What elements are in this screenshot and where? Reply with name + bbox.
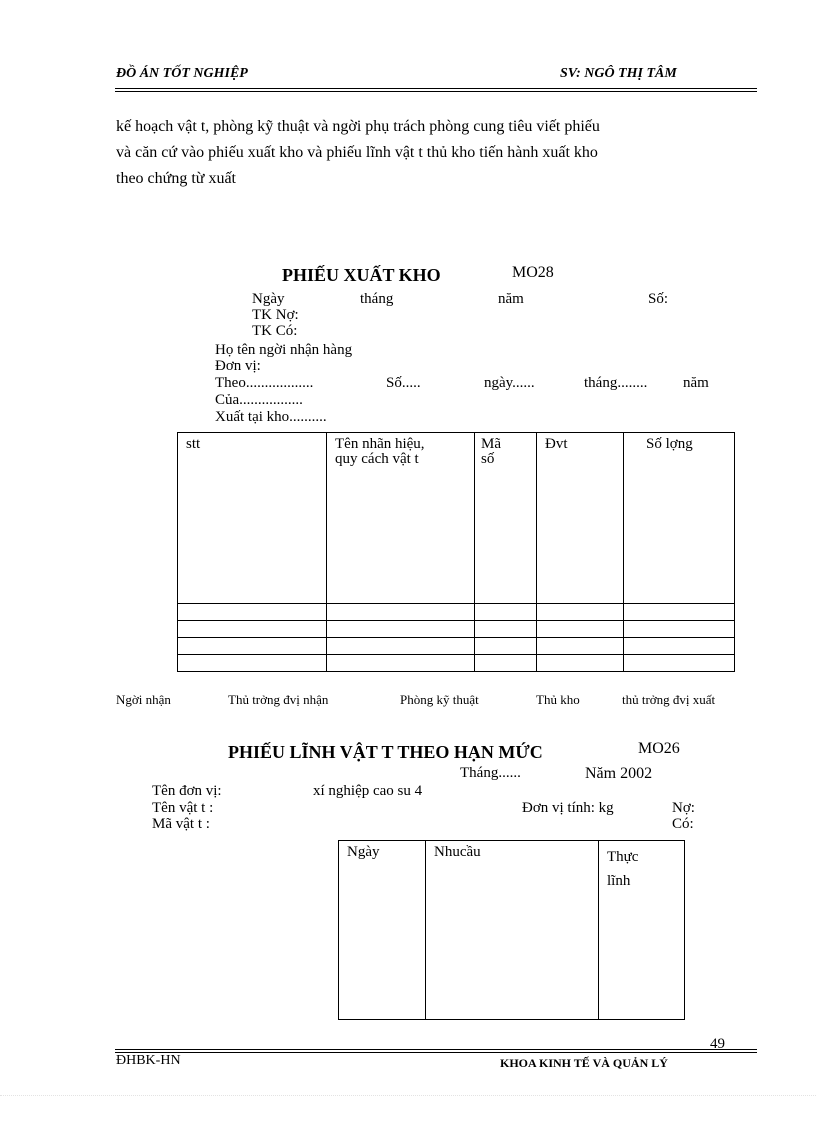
form2-ten-vat-tu: Tên vật t :: [152, 800, 214, 816]
table-header-row: [339, 841, 685, 1020]
form2-no: Nợ:: [672, 800, 695, 816]
header-right: SV: NGÔ THỊ TÂM: [560, 66, 677, 81]
form1-table: [177, 432, 735, 672]
form1-nam: năm: [498, 291, 524, 307]
form1-thang-dots: tháng........: [584, 375, 648, 391]
form1-ho-ten: Họ tên ngời nhận hàng: [215, 342, 353, 358]
form2-code: MO26: [638, 740, 680, 757]
table-header-row: [178, 433, 735, 604]
form1-ngay-dots: ngày......: [484, 375, 535, 391]
form2-ma-vat-tu: Mã vật t :: [152, 816, 210, 832]
col-dvt: Đvt: [537, 433, 624, 604]
paragraph-line: theo chứng từ xuất: [116, 170, 236, 187]
form2-ten-don-vi-value: xí nghiệp cao su 4: [313, 783, 423, 799]
table-row: [178, 638, 735, 655]
page-bottom-divider: [0, 1095, 816, 1096]
form2-table: [338, 840, 685, 1020]
form2-title: PHIẾU LĨNH VẬT T THEO HẠN MỨC: [228, 742, 543, 762]
signature-nguoi-nhan: Ngời nhận: [116, 692, 171, 707]
footer-right: KHOA KINH TẾ VÀ QUẢN LÝ: [500, 1056, 668, 1070]
col-nhu-cau: Nhucầu: [426, 841, 599, 1020]
form1-nam2: năm: [683, 375, 709, 391]
header-rule: [115, 88, 757, 89]
col-ma-line-2: số: [481, 451, 495, 467]
col-thuc-linh-line-1: Thực: [607, 849, 639, 865]
col-ma-line-1: Mã: [481, 436, 501, 452]
table-row: [178, 621, 735, 638]
form2-nam: Năm 2002: [585, 765, 653, 782]
col-stt: stt: [178, 433, 327, 604]
body-paragraph: [116, 114, 728, 192]
signature-thu-kho: Thủ kho: [536, 692, 580, 707]
form1-tk-no: TK Nợ:: [252, 307, 299, 323]
form2-co: Có:: [672, 816, 694, 832]
form1-tk-co: TK Có:: [252, 323, 298, 339]
form2-ten-don-vi-label: Tên đơn vị:: [152, 783, 222, 799]
form1-title: PHIẾU XUẤT KHO: [282, 265, 441, 285]
col-thuc-linh-line-2: lĩnh: [607, 873, 631, 889]
page-number: 49: [710, 1036, 725, 1052]
col-ten-line-1: Tên nhãn hiệu,: [335, 436, 425, 452]
form1-code: MO28: [512, 264, 554, 281]
table-row: [178, 604, 735, 621]
signature-phong-ky-thuat: Phòng kỹ thuật: [400, 692, 479, 707]
footer-left: ĐHBK-HN: [116, 1053, 181, 1068]
form1-cua: Của.................: [215, 392, 303, 408]
footer-rule-double: [115, 1052, 757, 1053]
form1-so-dots: Số.....: [386, 375, 421, 391]
col-thuc-linh: [599, 841, 685, 1020]
paragraph-line: kế hoạch vật t, phòng kỹ thuật và ngời phụ trách phòng cung tiêu viết phiếu: [116, 118, 600, 135]
form1-don-vi: Đơn vị:: [215, 358, 261, 374]
table-row: [178, 655, 735, 672]
col-ten-nhan-hieu: [327, 433, 475, 604]
signature-thu-truong-xuat: thủ trởng đvị xuất: [622, 692, 716, 707]
form1-thang: tháng: [360, 291, 394, 307]
col-ten-line-2: quy cách vật t: [335, 451, 419, 467]
signature-thu-truong-nhan: Thủ trởng đvị nhận: [228, 692, 329, 707]
paragraph-line: và căn cứ vào phiếu xuất kho và phiếu lĩnh vật t thủ kho tiến hành xuất kho: [116, 144, 598, 161]
header-rule-double: [115, 91, 757, 92]
col-ngay: Ngày: [339, 841, 426, 1020]
col-so-luong: Số lợng: [624, 433, 735, 604]
form1-theo: Theo..................: [215, 375, 314, 391]
form1-ngay: Ngày: [252, 291, 285, 307]
header-left: ĐỒ ÁN TỐT NGHIỆP: [116, 66, 248, 81]
form2-thang: Tháng......: [460, 765, 521, 781]
form2-don-vi-tinh: Đơn vị tính: kg: [522, 800, 614, 816]
footer-rule: [115, 1049, 757, 1050]
col-ma-so: [475, 433, 537, 604]
form1-xuat-tai-kho: Xuất tại kho..........: [215, 409, 327, 425]
form1-so: Số:: [648, 291, 669, 307]
